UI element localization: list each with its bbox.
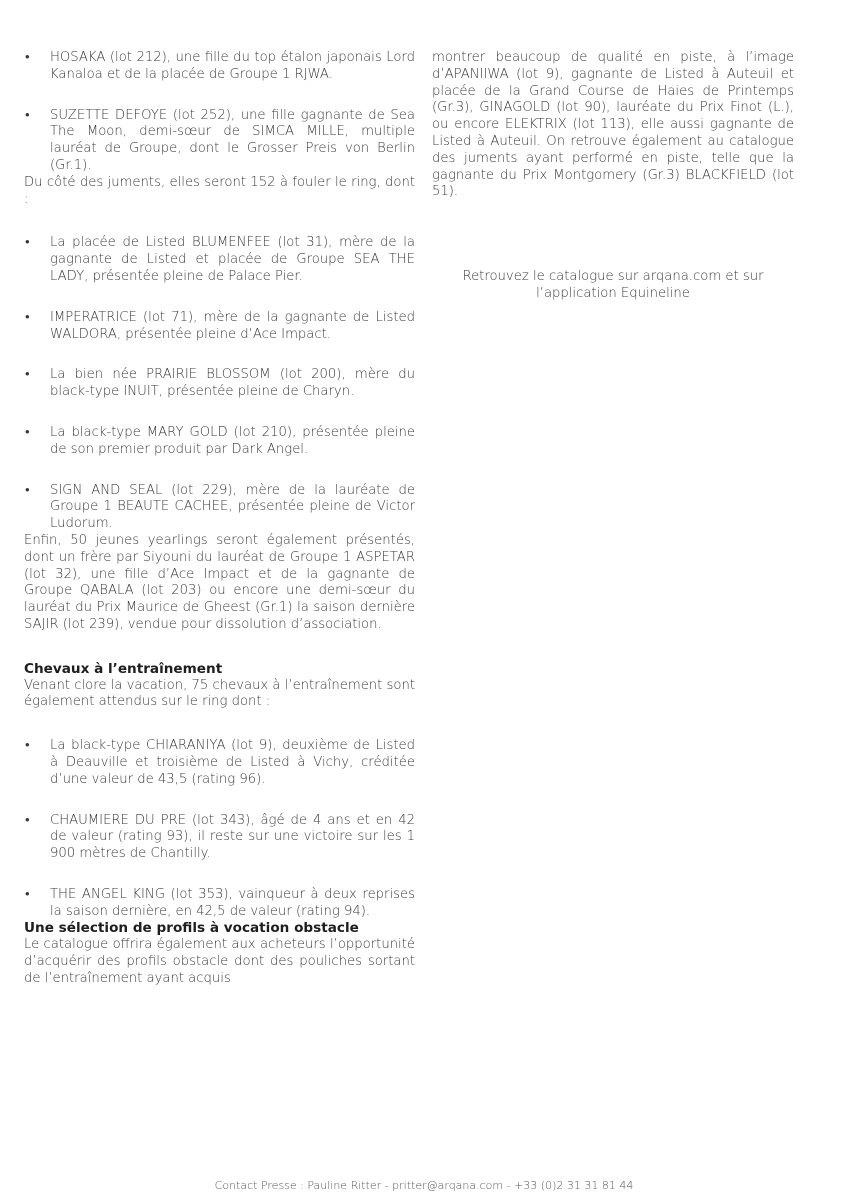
training-list [24, 738, 415, 920]
foals-list [24, 50, 415, 175]
list-item: • THE ANGEL KING (lot 353), vainqueur à deux reprises la saison dernière, en 42,5 de valeur (rating 94). [24, 887, 415, 921]
list-item: • HOSAKA (lot 212), une fille du top étalon japonais Lord Kanaloa et de la placée de Groupe 1 RJWA. [24, 50, 415, 84]
list-item: • IMPERATRICE (lot 71), mère de la gagnante de Listed WALDORA, présentée pleine d’Ace Impact. [24, 310, 415, 344]
list-item: • La bien née PRAIRIE BLOSSOM (lot 200), mère du black-type INUIT, présentée pleine de Charyn. [24, 367, 415, 401]
list-item: • La black-type MARY GOLD (lot 210), présentée pleine de son premier produit par Dark Angel. [24, 425, 415, 459]
list-item: • SUZETTE DEFOYE (lot 252), une fille gagnante de Sea The Moon, demi-sœur de SIMCA MILLE, multiple lauréat de Groupe, dont le Grosser Preis von Berlin (Gr.1). [24, 108, 415, 175]
section-heading-training: Chevaux à l’entraînement [24, 660, 223, 677]
catalogue-note-line-1: Retrouvez le catalogue sur arqana.com et sur [462, 269, 764, 285]
list-item: • CHAUMIERE DU PRE (lot 343), âgé de 4 ans et en 42 de valeur (rating 93), il reste sur une victoire sur les 1 900 mètres de Chantilly. [24, 813, 415, 863]
list-item: • SIGN AND SEAL (lot 229), mère de la lauréate de Groupe 1 BEAUTE CACHEE, présentée pleine de Victor Ludorum. [24, 483, 415, 533]
right-column [432, 50, 794, 303]
left-column [24, 50, 415, 988]
training-intro: Venant clore la vacation, 75 chevaux à l’entraînement sont également attendus sur le ring dont : [24, 677, 415, 710]
mares-intro: Du côté des juments, elles seront 152 à fouler le ring, dont : [24, 174, 415, 207]
list-item: • La black-type CHIARANIYA (lot 9), deuxième de Listed à Deauville et troisième de Listed à Vichy, créditée d’une valeur de 43,5 (rating 96). [24, 738, 415, 788]
catalogue-note-line-2: l’application Equineline [536, 285, 690, 301]
obstacle-paragraph: Le catalogue offrira également aux acheteurs l’opportunité d’acquérir des profils obstacle dont des pouliches sortant de l’entraînement ayant acquis [24, 937, 415, 986]
mares-list [24, 235, 415, 533]
press-contact-footer: Contact Presse : Pauline Ritter - pritter@arqana.com - +33 (0)2 31 31 81 44 [214, 1179, 634, 1192]
obstacle-continuation: montrer beaucoup de qualité en piste, à l’image d’APANIIWA (lot 9), gagnante de Listed à Auteuil et placée de la Grand Course de Haies de Printemps (Gr.3), GINAGOLD (lot 90), lauréate du Prix Finot (L.), ou encore ELEKTRIX (lot 113), elle aussi gagnante de Listed à Auteuil. On retrouve également au catalogue des juments ayant performé en piste, telle que la gagnante du Prix Montgomery (Gr.3) BLACKFIELD (lot 51). [432, 50, 794, 200]
yearlings-paragraph: Enfin, 50 jeunes yearlings seront également présentés, dont un frère par Siyouni du lauréat de Groupe 1 ASPETAR (lot 32), une fille d’Ace Impact et de la gagnante de Groupe QABALA (lot 203) ou encore une demi-sœur du lauréat du Prix Maurice de Gheest (Gr.1) la saison dernière SAJIR (lot 239), vendue pour dissolution d’association. [24, 532, 415, 632]
catalogue-note [432, 269, 794, 303]
list-item: • La placée de Listed BLUMENFEE (lot 31), mère de la gagnante de Listed et placée de Groupe SEA THE LADY, présentée pleine de Palace Pier. [24, 235, 415, 285]
section-heading-obstacle: Une sélection de profils à vocation obstacle [24, 920, 359, 937]
